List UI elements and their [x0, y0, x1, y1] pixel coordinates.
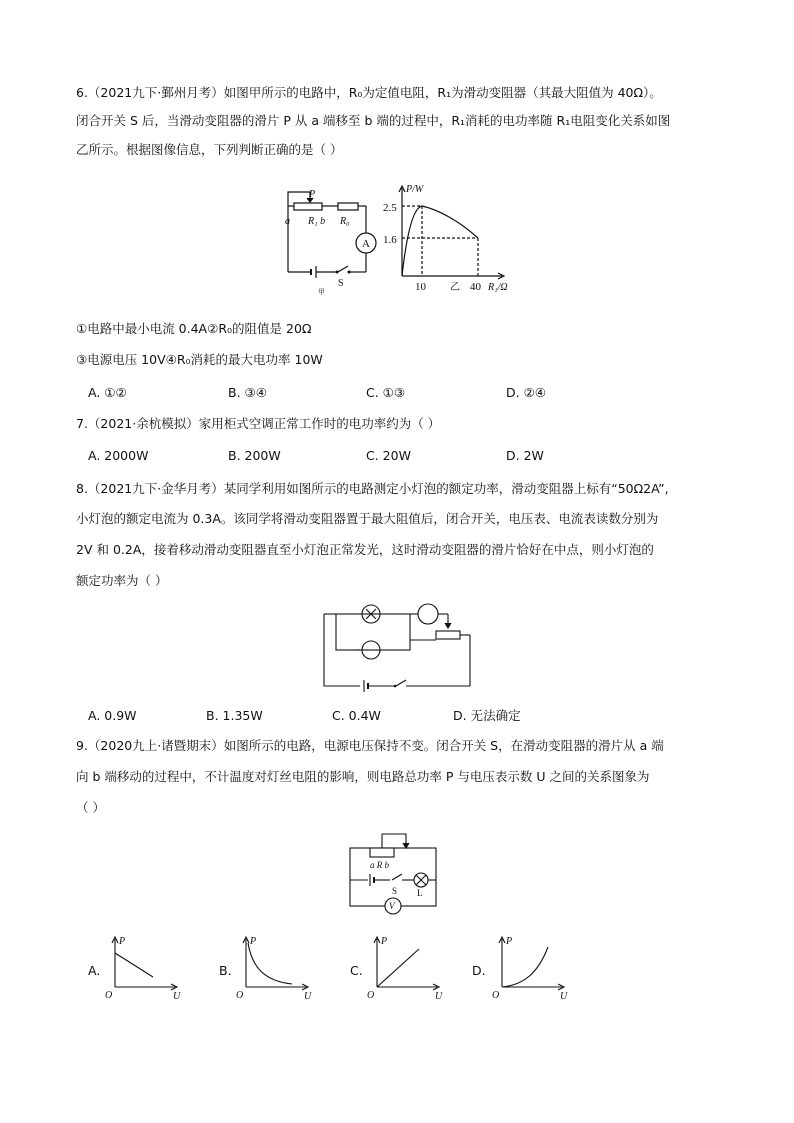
q6-label-r1b: R₁ b [308, 216, 326, 227]
q6-label-p: P [309, 189, 316, 200]
q6-label-a: a [285, 216, 290, 227]
q9-stem-line-1: 9.（2020九上·诸暨期末）如图所示的电路，电源电压保持不变。闭合开关 S，在滑动变阻器的滑片从 a 端 [76, 738, 664, 753]
q6-graph-y-hi: 2.5 [383, 202, 397, 214]
q6-graph-y-lo: 1.6 [383, 234, 397, 246]
q9-graph-c-u: U [435, 991, 443, 1002]
q8-stem-line-4: 额定功率为（ ） [76, 573, 168, 588]
q9-graph-b-p: P [250, 936, 257, 947]
q9-voltmeter-label: V [389, 901, 395, 911]
q9-label-s: S [392, 886, 398, 896]
q9-graph-a-p: P [119, 936, 126, 947]
q9-circuit-diagram [346, 830, 446, 915]
q9-option-d[interactable]: D. [472, 963, 486, 978]
q9-stem-line-3: （ ） [76, 800, 105, 815]
q6-switch-label: S [338, 278, 344, 289]
q9-graph-d [490, 935, 570, 1003]
q6-graph-xlabel: R₁/Ω [488, 282, 508, 293]
q6-label-r0: R₀ [340, 216, 350, 227]
q6-stem-line-1: 6.（2021九下·鄞州月考）如图甲所示的电路中，R₀为定值电阻，R₁为滑动变阻器（其最大阻值为 40Ω）。 [76, 85, 662, 100]
q8-stem-line-1: 8.（2021九下·金华月考）某同学利用如图所示的电路测定小灯泡的额定功率，滑动变阻器上标有“50Ω2A”, [76, 481, 669, 496]
q8-option-c[interactable]: C. 0.4W [332, 708, 381, 723]
q8-stem-line-3: 2V 和 0.2A，接着移动滑动变阻器直至小灯泡正常发光，这时滑动变阻器的滑片恰好在中点，则小灯泡的 [76, 542, 654, 557]
q8-option-a[interactable]: A. 0.9W [88, 708, 137, 723]
q9-graph-b [234, 935, 314, 1003]
q6-stem-line-2: 闭合开关 S 后，当滑动变阻器的滑片 P 从 a 端移至 b 端的过程中，R₁消耗的电功率随 R₁电阻变化关系如图 [76, 113, 671, 128]
q6-graph-label-yi: 乙 [450, 282, 460, 293]
q9-label-l: L [417, 888, 423, 898]
q9-option-a[interactable]: A. [88, 963, 101, 978]
q9-option-b[interactable]: B. [219, 963, 232, 978]
q9-graph-a [103, 935, 183, 1003]
q7-option-b[interactable]: B. 200W [228, 448, 281, 463]
q8-circuit-diagram [318, 600, 478, 695]
q9-graph-d-p: P [506, 936, 513, 947]
q8-option-d[interactable]: D. 无法确定 [453, 708, 521, 723]
q8-stem-line-2: 小灯泡的额定电流为 0.3A。该同学将滑动变阻器置于最大阻值后，闭合开关，电压表、电流表读数分别为 [76, 511, 659, 526]
q6-graph-x-40: 40 [470, 281, 481, 293]
q7-option-a[interactable]: A. 2000W [88, 448, 149, 463]
q6-graph-x-10: 10 [415, 281, 426, 293]
q9-graph-b-o: O [236, 990, 244, 1001]
q9-graph-a-o: O [105, 990, 113, 1001]
q8-option-b[interactable]: B. 1.35W [206, 708, 263, 723]
q6-statement-2: ③电源电压 10V④R₀消耗的最大电功率 10W [76, 352, 323, 367]
q9-graph-c [365, 935, 445, 1003]
q9-graph-d-o: O [492, 990, 500, 1001]
q9-graph-d-u: U [560, 991, 568, 1002]
q6-ammeter-label: A [362, 238, 370, 250]
q6-power-graph [380, 180, 520, 295]
q6-option-b[interactable]: B. ③④ [228, 385, 267, 400]
q9-graph-c-o: O [367, 990, 375, 1001]
q9-graph-c-p: P [381, 936, 388, 947]
q6-graph-ylabel: P/W [406, 184, 424, 195]
q6-statement-1: ①电路中最小电流 0.4A②R₀的阻值是 20Ω [76, 321, 312, 336]
q6-option-a[interactable]: A. ①② [88, 385, 127, 400]
q7-option-d[interactable]: D. 2W [506, 448, 544, 463]
q6-stem-line-3: 乙所示。根据图像信息，下列判断正确的是（ ） [76, 142, 343, 157]
q9-stem-line-2: 向 b 端移动的过程中，不计温度对灯丝电阻的影响，则电路总功率 P 与电压表示数 U 之间的关系图象为 [76, 769, 650, 784]
q6-option-c[interactable]: C. ①③ [366, 385, 406, 400]
q9-option-c[interactable]: C. [350, 963, 363, 978]
q9-graph-b-u: U [304, 991, 312, 1002]
q6-circuit-diagram [280, 186, 390, 296]
q9-label-arb: a R b [370, 860, 389, 870]
q7-stem: 7.（2021·余杭模拟）家用柜式空调正常工作时的电功率约为（ ） [76, 416, 441, 431]
q7-option-c[interactable]: C. 20W [366, 448, 411, 463]
q9-graph-a-u: U [173, 991, 181, 1002]
q6-option-d[interactable]: D. ②④ [506, 385, 546, 400]
q6-label-jia: 甲 [318, 288, 325, 296]
